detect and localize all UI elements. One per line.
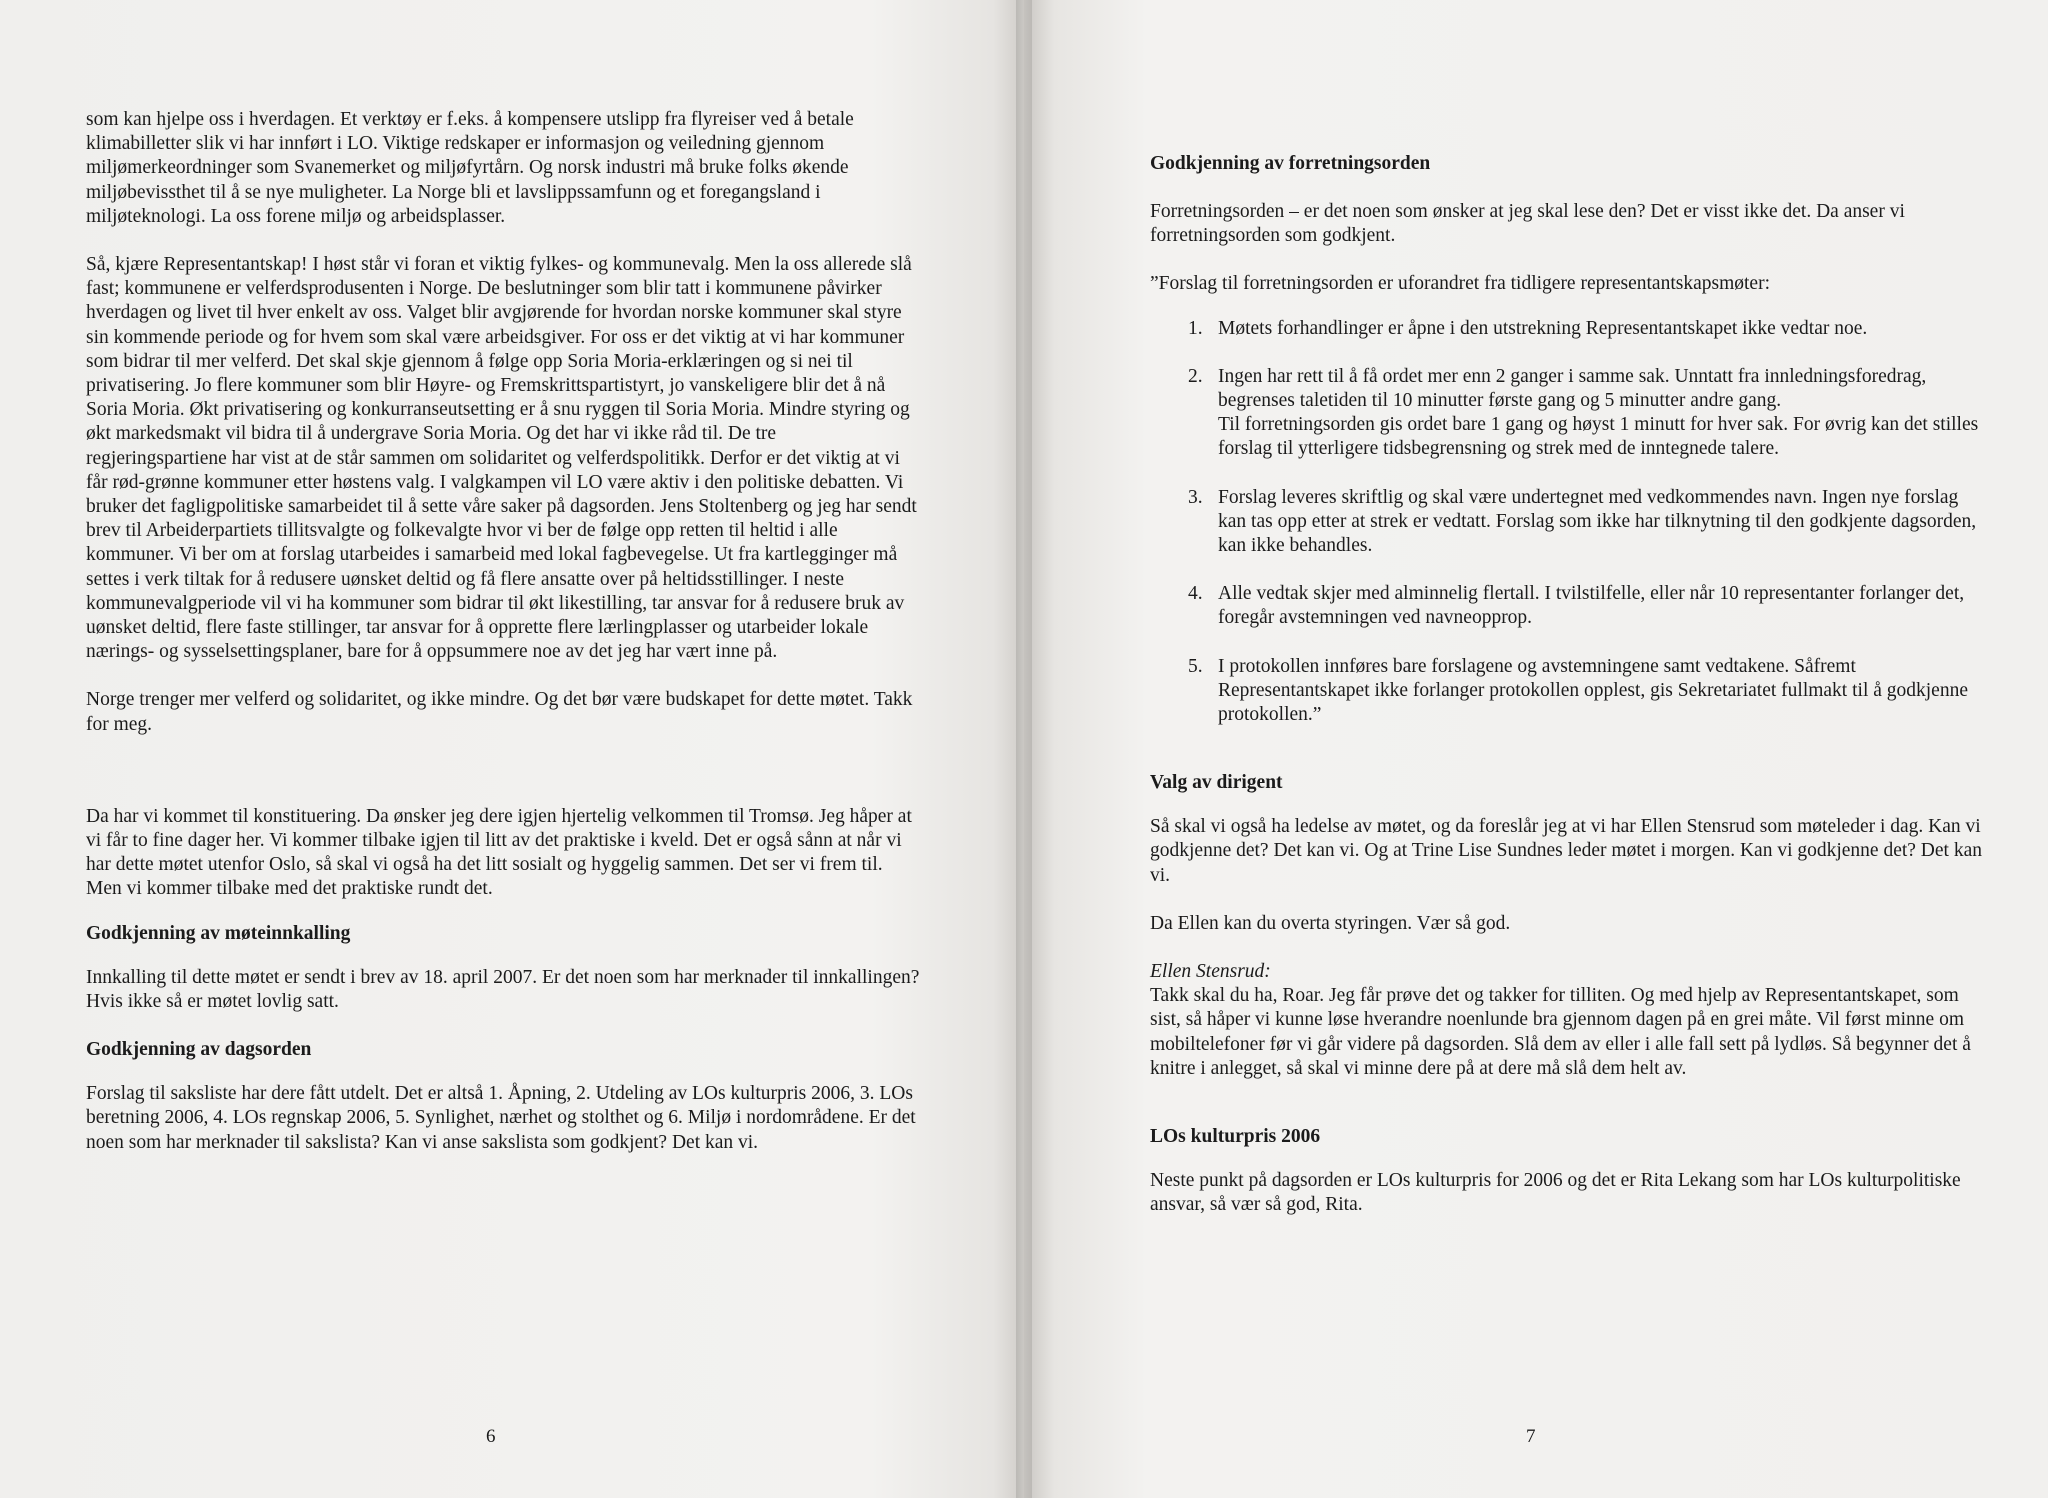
paragraph: Da Ellen kan du overta styringen. Vær så god. bbox=[1150, 912, 1511, 934]
section-heading: Valg av dirigent bbox=[1150, 772, 1283, 794]
rules-list bbox=[1150, 317, 1986, 728]
list-item: 5. I protokollen innføres bare forslagene og avstemningene samt vedtakene. Såfremt Representantskapet ikke forlanger protokollen opplest, gis Sekretariatet fullmakt til å godkjenne protokollen.” bbox=[1188, 655, 1968, 726]
left-page-content bbox=[86, 108, 920, 1155]
speaker-name: Ellen Stensrud: bbox=[1150, 961, 1271, 983]
paragraph: Innkalling til dette møtet er sendt i brev av 18. april 2007. Er det noen som har merknader til innkallingen? Hvis ikke så er møtet lovlig satt. bbox=[86, 966, 920, 1012]
section-heading: Godkjenning av forretningsorden bbox=[1150, 153, 1431, 174]
paragraph: Da har vi kommet til konstituering. Da ønsker jeg dere igjen hjertelig velkommen til Tromsø. Jeg håper at vi får to fine dager her. Vi kommer tilbake igjen til litt av det praktiske i kveld. Det er også sånn at når vi har dette møtet utenfor Oslo, så skal vi også ha det litt sosialt og hyggelig sammen. Det ser vi frem til. Men vi kommer tilbake med det praktiske rundt det. bbox=[86, 805, 912, 900]
right-page-content bbox=[1150, 152, 1986, 1217]
section-heading: Godkjenning av møteinnkalling bbox=[86, 922, 351, 944]
section-heading: LOs kulturpris 2006 bbox=[1150, 1126, 1321, 1148]
paragraph: Forretningsorden – er det noen som ønsker at jeg skal lese den? Det er visst ikke det. Da anser vi forretningsorden som godkjent. bbox=[1150, 201, 1905, 247]
paragraph: som kan hjelpe oss i hverdagen. Et verktøy er f.eks. å kompensere utslipp fra flyreiser ved å betale klimabilletter slik vi har innført i LO. Viktige redskaper er informasjon og veiledning gjennom miljømerkeordninger som Svanemerket og miljøfyrtårn. Og norsk industri må bruke folks økende miljøbevissthet til å se nye muligheter. La Norge bli et lavslippssamfunn og et foregangsland i miljøteknologi. La oss forene miljø og arbeidsplasser. bbox=[86, 109, 854, 227]
paragraph: ”Forslag til forretningsorden er uforandret fra tidligere representantskapsmøter: bbox=[1150, 273, 1770, 295]
right-page bbox=[1024, 0, 2048, 1498]
list-item: 1. Møtets forhandlinger er åpne i den utstrekning Representantskapet ikke vedtar noe. bbox=[1188, 317, 1868, 339]
list-item: 3. Forslag leveres skriftlig og skal være undertegnet med vedkommendes navn. Ingen nye forslag kan tas opp etter at strek er vedtatt. Forslag som ikke har tilknytning til den godkjente dagsorden, kan ikke behandles. bbox=[1188, 486, 1977, 557]
page-number: 7 bbox=[1526, 1426, 1536, 1447]
paragraph: Så, kjære Representantskap! I høst står vi foran et viktig fylkes- og kommunevalg. Men la oss allerede slå fast; kommunene er velferdsprodusenten i Norge. De beslutninger som blir tatt i kommunene påvirker hverdagen og livet til hver enkelt av oss. Valget blir avgjørende for hvordan norske kommuner skal styre sin kommende periode og for hvem som skal være arbeidsgiver. For oss er det viktig at vi har kommuner som bidrar til mer velferd. Det skal skje gjennom å følge opp Soria Moria-erklæringen og si nei til privatisering. Jo flere kommuner som blir Høyre- og Fremskrittspartistyrt, jo vanskeligere blir det å nå Soria Moria. Økt privatisering og konkurranseutsetting er å snu ryggen til Soria Moria. Mindre styring og økt markedsmakt vil bidra til å undergrave Soria Moria. Og det har vi ikke råd til. De tre regjeringspartiene har vist at de står sammen om solidaritet og velferdspolitikk. Derfor er det viktig at vi får rød-grønne kommuner etter høstens valg. I valgkampen vil LO være aktiv i den politiske debatten. Vi bruker det fagligpolitiske samarbeidet til å sette våre saker på dagsorden. Jens Stoltenberg og jeg har sendt brev til Arbeiderpartiets tillitsvalgte og folkevalgte hvor vi ber de følge opp retten til heltid i alle kommuner. Vi ber om at forslag utarbeides i samarbeid med lokal fagbevegelse. Ut fra kartlegginger må settes i verk tiltak for å redusere uønsket deltid og få flere ansatte over på heltidsstillinger. I neste kommunevalgperiode vil vi ha kommuner som bidrar til økt likestilling, tar ansvar for å redusere bruk av uønsket deltid, flere faste stillinger, tar ansvar for å opprette flere lærlingplasser og utarbeider lokale nærings- og sysselsettingsplaner, bare for å oppsummere noe av det jeg har vært inne på. bbox=[86, 254, 917, 663]
book-fold bbox=[1016, 0, 1032, 1498]
section-heading: Godkjenning av dagsorden bbox=[86, 1039, 312, 1061]
list-item: 2. Ingen har rett til å få ordet mer enn 2 ganger i samme sak. Unntatt fra innledningsforedrag, begrenses taletiden til 10 minutter første gang og 5 minutter andre gang. Til forretningsorden gis ordet bare 1 gang og høyst 1 minutt for hver sak. For øvrig kan det stilles forslag til ytterligere tidsbegrensning og strek med de inntegnede talere. bbox=[1188, 365, 1979, 460]
page-number: 6 bbox=[486, 1426, 496, 1447]
paragraph: Neste punkt på dagsorden er LOs kulturpris for 2006 og det er Rita Lekang som har LOs kulturpolitiske ansvar, så vær så god, Rita. bbox=[1150, 1170, 1961, 1216]
paragraph: Norge trenger mer velferd og solidaritet, og ikke mindre. Og det bør være budskapet for dette møtet. Takk for meg. bbox=[86, 689, 913, 735]
paragraph: Forslag til saksliste har dere fått utdelt. Det er altså 1. Åpning, 2. Utdeling av LOs kulturpris 2006, 3. LOs beretning 2006, 4. LOs regnskap 2006, 5. Synlighet, nærhet og stolthet og 6. Miljø i nordområdene. Er det noen som har merknader til sakslista? Kan vi anse sakslista som godkjent? Det kan vi. bbox=[86, 1083, 916, 1153]
paragraph: Så skal vi også ha ledelse av møtet, og da foreslår jeg at vi har Ellen Stensrud som møteleder i dag. Kan vi godkjenne det? Det kan vi. Og at Trine Lise Sundnes leder møtet i morgen. Kan vi godkjenne det? Det kan vi. bbox=[1150, 816, 1982, 886]
list-item: 4. Alle vedtak skjer med alminnelig flertall. I tvilstilfelle, eller når 10 representanter forlanger det, foregår avstemningen ved navneopprop. bbox=[1188, 583, 1965, 629]
paragraph: Takk skal du ha, Roar. Jeg får prøve det og takker for tilliten. Og med hjelp av Representantskapet, som sist, så håper vi kunne løse hverandre noenlunde bra gjennom dagen på en grei måte. Vil først minne om mobiltelefoner før vi går videre på dagsorden. Slå dem av eller i alle fall sett på lydløs. Så begynner det å knitre i anlegget, så skal vi minne dere på at dere må slå dem helt av. bbox=[1150, 985, 1971, 1079]
